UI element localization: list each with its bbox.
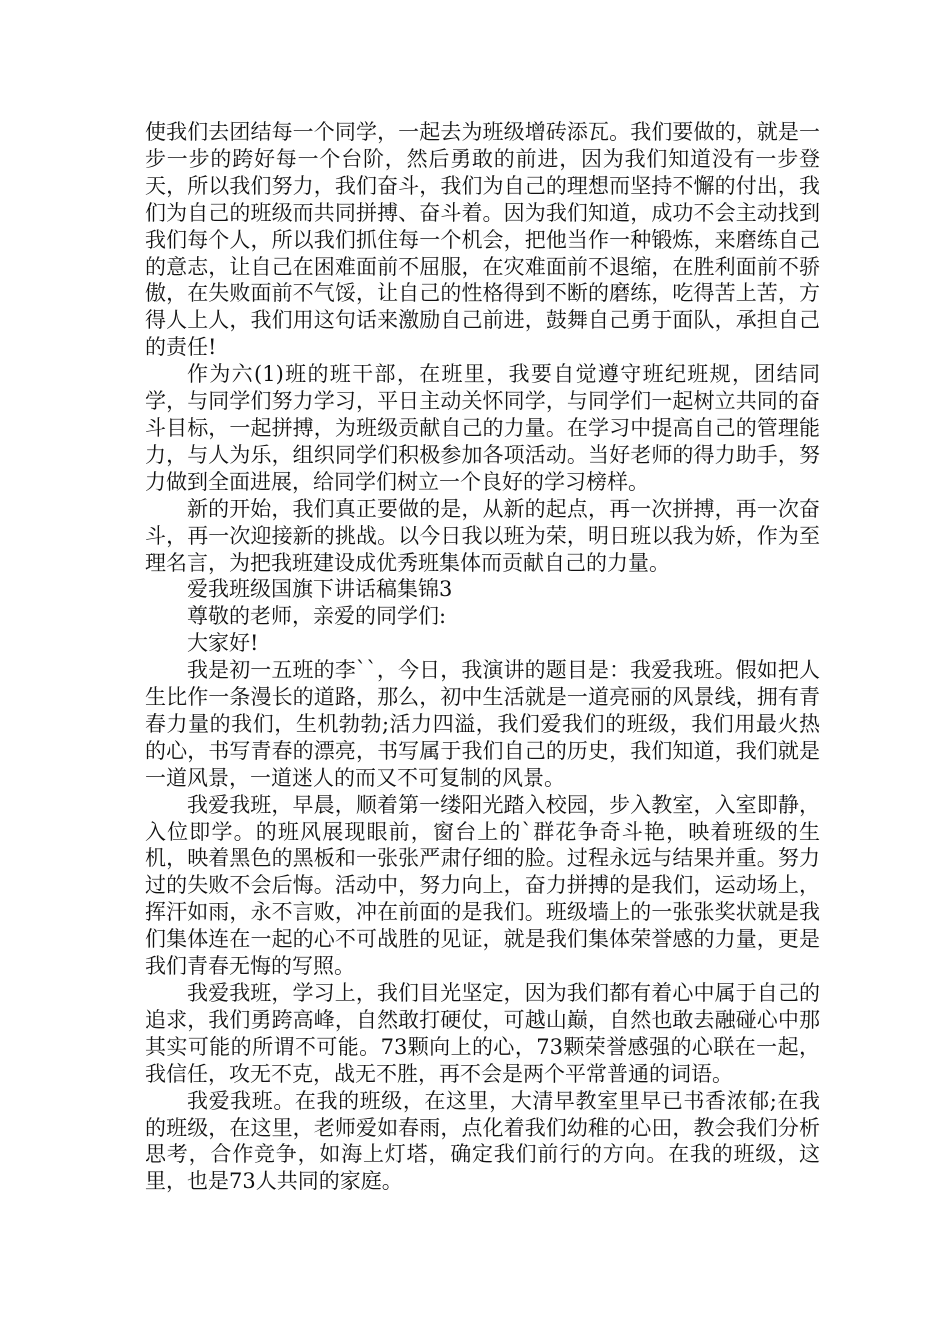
document-page xyxy=(145,119,820,1195)
greeting: 大家好! xyxy=(187,631,259,656)
paragraph-1: 使我们去团结每一个同学，一起去为班级增砖添瓦。我们要做的，就是一步一步的跨好每一个台阶，然后勇敢的前进，因为我们知道没有一步登天，所以我们努力，我们奋斗，我们为自己的理想而坚持不懈的付出，我们为自己的班级而共同拼搏、奋斗着。因为我们知道，成功不会主动找到我们每个人，所以我们抓住每一个机会，把他当作一种锻炼，来磨练自己的意志，让自己在困难面前不屈服，在灾难面前不退缩，在胜利面前不骄傲，在失败面前不气馁，让自己的性格得到不断的磨练，吃得苦上苦，方得人上人，我们用这句话来激励自己前进，鼓舞自己勇于面队，承担自己的责任! xyxy=(145,120,820,360)
paragraph-3: 新的开始，我们真正要做的是，从新的起点，再一次拼搏，再一次奋斗，再一次迎接新的挑战。以今日我以班为荣，明日班以我为娇，作为至理名言，为把我班建设成优秀班集体而贡献自己的力量。 xyxy=(145,496,820,575)
paragraph-9: 我爱我班，学习上，我们目光坚定，因为我们都有着心中属于自己的追求，我们勇跨高峰，自然敢打硬仗，可越山巅，自然也敢去融碰心中那其实可能的所谓不可能。73颗向上的心，73颗荣誉感强的心联在一起，我信任，攻无不克，战无不胜，再不会是两个平常普通的词语。 xyxy=(145,981,820,1086)
paragraph-8: 我爱我班，早晨，顺着第一缕阳光踏入校园，步入教室，入室即静，入位即学。的班风展现眼前，窗台上的`群花争奇斗艳，映着班级的生机，映着黑色的黑板和一张张严肃仔细的脸。过程永远与结果并重。努力过的失败不会后悔。活动中，努力向上，奋力拼搏的是我们，运动场上，挥汗如雨，永不言败，冲在前面的是我们。班级墙上的一张张奖状就是我们集体连在一起的心不可战胜的见证，就是我们集体荣誉感的力量，更是我们青春无悔的写照。 xyxy=(145,792,820,979)
section-heading: 爱我班级国旗下讲话稿集锦3 xyxy=(187,577,453,602)
paragraph-10: 我爱我班。在我的班级，在这里，大清早教室里早已书香浓郁;在我的班级，在这里，老师爱如春雨，点化着我们幼稚的心田，教会我们分析思考，合作竞争，如海上灯塔，确定我们前行的方向。在我的班级，这里，也是73人共同的家庭。 xyxy=(145,1088,820,1194)
salutation: 尊敬的老师，亲爱的同学们: xyxy=(187,604,447,629)
paragraph-2: 作为六(1)班的班干部，在班里，我要自觉遵守班纪班规，团结同学，与同学们努力学习，平日主动关怀同学，与同学们一起树立共同的奋斗目标，一起拼搏，为班级贡献自己的力量。在学习中提高自己的管理能力，与人为乐，组织同学们积极参加各项活动。当好老师的得力助手，努力做到全面进展，给同学们树立一个良好的学习榜样。 xyxy=(145,362,820,494)
paragraph-7: 我是初一五班的李``，今日，我演讲的题目是：我爱我班。假如把人生比作一条漫长的道路，那么，初中生活就是一道亮丽的风景线，拥有青春力量的我们，生机勃勃;活力四溢，我们爱我们的班级，我们用最火热的心，书写青春的漂亮，书写属于我们自己的历史，我们知道，我们就是一道风景，一道迷人的而又不可复制的风景。 xyxy=(145,658,820,790)
